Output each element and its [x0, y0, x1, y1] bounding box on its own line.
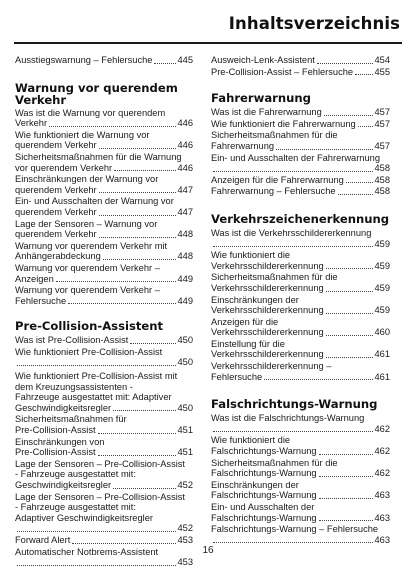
toc-entry-leader-line	[15, 296, 193, 307]
dot-leader	[319, 454, 374, 455]
toc-entry-title: Was ist die Verkehrsschildererkennung	[211, 227, 372, 238]
toc-entry-leader-line	[211, 261, 390, 272]
dot-leader	[113, 410, 176, 411]
dot-leader	[98, 455, 177, 456]
toc-entry-leader-line	[211, 163, 390, 174]
toc-entry[interactable]	[211, 295, 390, 316]
toc-entry-page: 462	[374, 423, 390, 434]
toc-entry-page: 460	[374, 327, 390, 338]
dot-leader	[213, 542, 373, 543]
toc-entry[interactable]	[211, 67, 390, 78]
toc-entry-title: Pre-Collision-Assist	[15, 425, 96, 436]
toc-entry-page: 446	[177, 140, 193, 151]
toc-entry-page: 447	[177, 206, 193, 217]
dot-leader	[154, 63, 176, 64]
toc-entry[interactable]	[211, 317, 390, 338]
toc-entry-title: Falschrichtungs-Warnung – Fehlersuche	[211, 524, 379, 535]
toc-entry-title: Wie funktioniert die Warnung vor	[15, 129, 150, 140]
toc-entry-page: 453	[177, 534, 193, 545]
dot-leader	[317, 63, 374, 64]
section-heading	[15, 320, 193, 332]
section-heading	[211, 398, 390, 410]
toc-entry-leader-line	[211, 175, 390, 186]
toc-entry-leader-line	[15, 118, 193, 129]
toc-entry-title: dem Kreuzungsassistenten -	[15, 381, 133, 392]
toc-entry-title: Fahrzeuge ausgestattet mit: Adaptiver	[15, 392, 172, 403]
dot-leader	[358, 126, 374, 127]
toc-entry-title: Falschrichtungs-Warnung	[211, 490, 317, 501]
toc-entry-title: Sicherheitsmaßnahmen für die	[211, 457, 338, 468]
toc-entry-title: Pre-Collision-Assist	[15, 447, 96, 458]
dot-leader	[324, 115, 374, 116]
toc-entry[interactable]	[211, 435, 390, 456]
toc-entry-page: 459	[374, 238, 390, 249]
toc-entry[interactable]	[211, 535, 390, 546]
dot-leader	[72, 543, 176, 544]
toc-entry-leader-line	[211, 535, 390, 546]
toc-entry-title: Falschrichtungs-Warnung	[211, 512, 317, 523]
toc-entry-title: Falschrichtungs-Warnung	[211, 468, 317, 479]
dot-leader	[49, 126, 176, 127]
toc-entry-leader-line	[15, 523, 193, 534]
dot-leader	[99, 215, 177, 216]
dot-leader	[319, 520, 374, 521]
section-heading	[15, 82, 193, 106]
dot-leader	[99, 237, 177, 238]
toc-left-column	[15, 55, 193, 568]
toc-entry-title: Forward Alert	[15, 534, 71, 545]
toc-entry[interactable]	[211, 228, 390, 249]
toc-entry-leader-line	[15, 55, 193, 66]
toc-entry-leader-line	[211, 468, 390, 479]
section-heading-line: Pre-Collision-Assistent	[15, 319, 164, 334]
toc-entry-title: Ein- und Ausschalten der Warnung vor	[15, 196, 174, 207]
toc-entry-title: Automatischer Notbrems-Assistent	[15, 546, 159, 557]
toc-entry-page: 463	[374, 512, 390, 523]
toc-entry-page: 446	[177, 162, 193, 173]
toc-entry-title: Was ist Pre-Collision-Assist	[15, 335, 129, 346]
toc-entry[interactable]	[211, 186, 390, 197]
page-number: 16	[202, 545, 214, 556]
dot-leader	[276, 149, 373, 150]
toc-entry-page: 458	[374, 186, 390, 197]
dot-leader	[326, 291, 374, 292]
toc-entry-leader-line	[211, 490, 390, 501]
section-heading-line: Falschrichtungs-Warnung	[211, 397, 378, 412]
toc-entry[interactable]	[15, 347, 193, 358]
toc-entry[interactable]	[15, 55, 193, 66]
toc-entry-page: 448	[177, 229, 193, 240]
toc-entry-page: 449	[177, 273, 193, 284]
toc-entry-leader-line	[211, 141, 390, 152]
toc-entry-title: Verkehr	[15, 118, 48, 129]
toc-entry[interactable]	[15, 263, 193, 284]
toc-entry-title: Sicherheitsmaßnahmen für die Warnung	[15, 151, 182, 162]
toc-entry-page: 451	[177, 425, 193, 436]
toc-entry-title: Verkehrsschildererkennung	[211, 327, 324, 338]
toc-entry-title: querendem Verkehr	[15, 184, 97, 195]
toc-entry[interactable]	[15, 241, 193, 262]
toc-entry-page: 459	[374, 282, 390, 293]
toc-entry-page: 462	[374, 468, 390, 479]
toc-entry[interactable]	[211, 272, 390, 293]
dot-leader	[319, 498, 374, 499]
dot-leader	[99, 192, 177, 193]
toc-entry[interactable]	[15, 196, 193, 217]
dot-leader	[355, 74, 373, 75]
toc-entry-title: Lage der Sensoren – Pre-Collision-Assist	[15, 458, 186, 469]
toc-entry[interactable]	[211, 524, 390, 535]
toc-entry-page: 461	[374, 371, 390, 382]
toc-entry-title: Warnung vor querendem Verkehr mit	[15, 240, 168, 251]
toc-entry-title: Wie funktioniert die	[211, 435, 291, 446]
toc-entry-title: Fahrerwarnung	[211, 140, 275, 151]
toc-entry-title: Was ist die Falschrichtungs-Warnung	[211, 413, 365, 424]
toc-entry[interactable]	[15, 371, 193, 413]
toc-entry-title: Einstellung für die	[211, 338, 285, 349]
toc-entry[interactable]	[211, 480, 390, 501]
toc-entry-title: Ausstiegswarnung – Fehlersuche	[15, 55, 153, 65]
section-heading	[211, 213, 390, 225]
toc-entry-leader-line	[211, 283, 390, 294]
toc-entry-title: Was ist die Fahrerwarnung	[211, 107, 322, 118]
toc-entry-title: Einschränkungen der	[211, 479, 299, 490]
dot-leader	[264, 379, 373, 380]
toc-entry-page: 458	[374, 174, 390, 185]
dot-leader	[113, 488, 176, 489]
title-divider	[14, 42, 402, 44]
toc-entry-page: 445	[177, 55, 193, 65]
toc-entry-page: 446	[177, 118, 193, 129]
toc-entry-leader-line	[15, 229, 193, 240]
toc-entry-page: 455	[374, 66, 390, 77]
toc-entry-leader-line	[211, 239, 390, 250]
toc-entry-page: 457	[374, 140, 390, 151]
toc-entry-title: Pre-Collision-Assist – Fehlersuche	[211, 66, 354, 77]
toc-entry-title: vor querendem Verkehr	[15, 162, 113, 173]
toc-entry-title: querendem Verkehr	[15, 140, 97, 151]
toc-entry-title: Einschränkungen der	[211, 294, 299, 305]
toc-entry-title: Warnung vor querendem Verkehr –	[15, 285, 160, 296]
toc-entry-leader-line	[15, 163, 193, 174]
toc-entry[interactable]	[211, 502, 390, 523]
toc-entry-title: Ausweich-Lenk-Assistent	[211, 55, 315, 65]
toc-entry-title: Falschrichtungs-Warnung	[211, 446, 317, 457]
toc-entry[interactable]	[211, 250, 390, 271]
toc-entry-title: - Fahrzeuge ausgestattet mit:	[15, 502, 136, 513]
dot-leader	[17, 365, 176, 366]
dot-leader	[338, 194, 374, 195]
section-heading-line: Fahrerwarnung	[211, 91, 311, 106]
toc-entry-title: Warnung vor querendem Verkehr –	[15, 262, 160, 273]
toc-entry[interactable]	[15, 108, 193, 129]
toc-entry[interactable]	[15, 414, 193, 435]
toc-entry-leader-line	[211, 107, 390, 118]
toc-entry[interactable]	[15, 130, 193, 151]
toc-entry[interactable]	[211, 55, 390, 66]
toc-entry-leader-line	[15, 185, 193, 196]
dot-leader	[99, 148, 177, 149]
toc-entry-leader-line	[15, 403, 193, 414]
toc-entry[interactable]	[15, 174, 193, 195]
toc-entry-page: 458	[374, 163, 390, 174]
toc-entry-leader-line	[211, 513, 390, 524]
toc-entry[interactable]	[211, 458, 390, 479]
toc-entry-leader-line	[15, 251, 193, 262]
toc-entry[interactable]	[15, 219, 193, 240]
toc-entry[interactable]	[211, 153, 390, 164]
toc-entry[interactable]	[15, 535, 193, 546]
toc-entry-title: Ein- und Ausschalten der Fahrerwarnung	[211, 152, 380, 163]
toc-entry-title: Adaptiver Geschwindigkeitsregler	[15, 512, 153, 523]
toc-entry-leader-line	[211, 349, 390, 360]
toc-entry-title: Verkehrsschildererkennung	[211, 260, 324, 271]
toc-entry[interactable]	[211, 175, 390, 186]
toc-right-column	[211, 55, 390, 545]
toc-entry-page: 449	[177, 295, 193, 306]
dot-leader	[213, 431, 373, 432]
dot-leader	[326, 357, 374, 358]
toc-entry-page: 463	[374, 534, 390, 545]
toc-entry-title: Wie funktioniert die Fahrerwarnung	[211, 118, 356, 129]
toc-entry-leader-line	[211, 524, 390, 535]
toc-entry-leader-line	[211, 67, 390, 78]
toc-entry[interactable]	[15, 335, 193, 346]
toc-entry-title: Wie funktioniert die	[211, 250, 291, 261]
toc-entry-leader-line	[211, 186, 390, 197]
toc-entry[interactable]	[15, 285, 193, 306]
toc-entry-title: Verkehrsschildererkennung	[211, 349, 324, 360]
toc-entry-leader-line	[15, 480, 193, 491]
toc-entry-page: 451	[177, 447, 193, 458]
toc-entry-title: - Fahrzeuge ausgestattet mit:	[15, 469, 136, 480]
section-heading	[211, 92, 390, 104]
toc-entry-page: 459	[374, 305, 390, 316]
dot-leader	[130, 343, 176, 344]
toc-entry-title: Anhängerabdeckung	[15, 251, 101, 262]
section-heading-line: Verkehr	[15, 92, 67, 107]
toc-entry[interactable]	[211, 361, 390, 382]
toc-entry-leader-line	[211, 55, 390, 66]
toc-entry-page: 448	[177, 251, 193, 262]
toc-entry-page: 450	[177, 357, 193, 368]
toc-entry[interactable]	[15, 152, 193, 173]
toc-entry-title: Ein- und Ausschalten der	[211, 502, 315, 512]
toc-entry-page: 447	[177, 184, 193, 195]
toc-entry-title: Verkehrsschildererkennung –	[211, 361, 332, 372]
toc-entry-page: 454	[374, 55, 390, 65]
dot-leader	[68, 303, 176, 304]
toc-entry[interactable]	[15, 459, 193, 491]
toc-entry[interactable]	[211, 107, 390, 118]
toc-entry-page: 463	[374, 490, 390, 501]
toc-entry-leader-line	[15, 274, 193, 285]
toc-entry-leader-line	[211, 446, 390, 457]
toc-entry-leader-line	[211, 424, 390, 435]
toc-entry-leader-line	[211, 305, 390, 316]
toc-entry-title: Geschwindigkeitsregler	[15, 480, 112, 490]
toc-entry-title: Fahrerwarnung – Fehlersuche	[211, 186, 336, 197]
page-title: Inhaltsverzeichnis	[228, 14, 400, 33]
dot-leader	[326, 313, 374, 314]
toc-entry-title: Was ist die Warnung vor querendem	[15, 107, 166, 118]
toc-entry[interactable]	[15, 492, 193, 534]
dot-leader	[319, 476, 374, 477]
toc-entry-title: Sicherheitsmaßnahmen für die	[211, 130, 338, 141]
dot-leader	[213, 246, 373, 247]
toc-entry-leader-line	[15, 535, 193, 546]
toc-entry-leader-line	[211, 327, 390, 338]
section-heading-line: Warnung vor querendem	[15, 80, 178, 95]
toc-entry-leader-line	[211, 153, 390, 164]
toc-entry-title: Sicherheitsmaßnahmen für die	[211, 272, 338, 283]
dot-leader	[98, 433, 177, 434]
toc-entry-leader-line	[15, 335, 193, 346]
toc-entry-leader-line	[211, 372, 390, 383]
toc-entry-title: querendem Verkehr	[15, 229, 97, 240]
toc-entry-page: 450	[177, 402, 193, 413]
dot-leader	[17, 565, 176, 566]
toc-entry-title: Geschwindigkeitsregler	[15, 402, 112, 413]
toc-entry-title: Fehlersuche	[15, 295, 67, 306]
toc-entry[interactable]	[211, 413, 390, 434]
toc-entry-title: Verkehrsschildererkennung	[211, 305, 324, 316]
toc-entry-leader-line	[15, 557, 193, 568]
toc-entry-title: Einschränkungen von	[15, 436, 105, 447]
toc-entry-title: querendem Verkehr	[15, 206, 97, 217]
toc-entry-title: Wie funktioniert Pre-Collision-Assist mit	[15, 371, 178, 382]
toc-entry-page: 453	[177, 557, 193, 568]
toc-entry-leader-line	[15, 425, 193, 436]
toc-entry-page: 452	[177, 523, 193, 534]
toc-entry-title: Anzeigen für die	[211, 316, 279, 327]
toc-entry-title: Anzeigen für die Fahrerwarnung	[211, 174, 344, 185]
toc-entry-page: 457	[374, 118, 390, 129]
dot-leader	[114, 170, 176, 171]
toc-entry-title: Sicherheitsmaßnahmen für	[15, 414, 127, 425]
toc-entry-page: 461	[374, 349, 390, 360]
toc-entry[interactable]	[211, 339, 390, 360]
dot-leader	[103, 259, 177, 260]
toc-entry-title: Verkehrsschildererkennung	[211, 282, 324, 293]
toc-entry[interactable]	[211, 130, 390, 151]
toc-entry-page: 459	[374, 260, 390, 271]
toc-entry-page: 462	[374, 446, 390, 457]
toc-entry-leader-line	[211, 119, 390, 130]
toc-entry-title: Lage der Sensoren – Pre-Collision-Assist	[15, 491, 186, 502]
toc-entry-leader-line	[15, 140, 193, 151]
toc-entry-leader-line	[15, 347, 193, 358]
toc-entry-leader-line	[15, 357, 193, 368]
toc-entry-title: Anzeigen	[15, 273, 54, 284]
dot-leader	[326, 335, 374, 336]
toc-entry-title: Einschränkungen der Warnung vor	[15, 174, 159, 185]
dot-leader	[326, 268, 374, 269]
toc-entry-leader-line	[15, 207, 193, 218]
toc-entry-page: 452	[177, 480, 193, 490]
dot-leader	[17, 531, 176, 532]
toc-entry-leader-line	[15, 447, 193, 458]
toc-entry[interactable]	[15, 357, 193, 368]
toc-entry-title: Lage der Sensoren – Warnung vor	[15, 218, 158, 229]
toc-entry[interactable]	[15, 437, 193, 458]
dot-leader	[213, 171, 373, 172]
toc-entry-title: Fehlersuche	[211, 371, 263, 382]
toc-entry-page: 450	[177, 335, 193, 346]
dot-leader	[346, 182, 374, 183]
section-heading-line: Verkehrszeichenerkennung	[211, 211, 390, 226]
toc-entry[interactable]	[211, 163, 390, 174]
toc-entry-page: 457	[374, 107, 390, 118]
toc-entry-title: Wie funktioniert Pre-Collision-Assist	[15, 346, 163, 357]
toc-entry[interactable]	[211, 119, 390, 130]
dot-leader	[56, 281, 177, 282]
